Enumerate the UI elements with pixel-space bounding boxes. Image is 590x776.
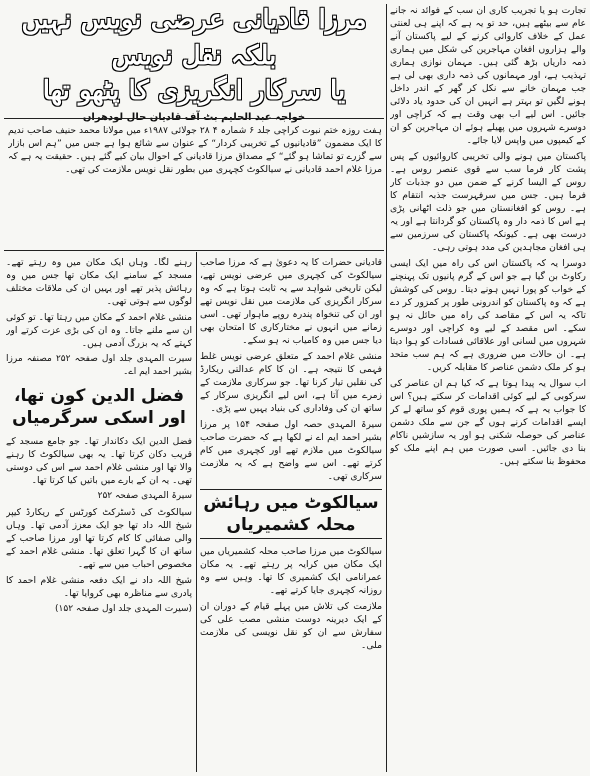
middle-column [200, 256, 382, 772]
left-paragraph: فضل الدین ایک دکاندار تھا۔ جو جامع مسجد کے قریب دکان کرتا تھا۔ یہ بھی سیالکوٹ کا رہنے والا تھا اور منشی غلام احمد سے اس کی دوستی تھی۔ یہ ان کے بارے میں باتیں کیا کرتا تھا۔ [6, 436, 192, 486]
subheading-sialkot: سیالکوٹ میں رہائش محلہ کشمیریاں [200, 489, 382, 539]
intro-block [8, 124, 382, 248]
right-paragraph: پاکستان میں ہونے والی تخریبی کاروائیوں کے پس پشت کار فرما سب سے قوی عنصر روس ہے۔ روس کے الیسا کرنے کے ضمن میں دو جذبات کار فرما ہیں۔ جس میں سرفہرست جذبہ انتقام کا ہے۔ روس کو افغانستان میں جو ذلت اٹھانی پڑی ہے اس کا ذمہ دار وہ پاکستان کو گردانتا ہے اور یہ درست بھی ہے۔ کیونکہ پاکستان کی سرزمین سے ہی افغان مجاہدین کی مدد ہوتی رہی۔ [390, 151, 586, 253]
middle-paragraph: سیالکوٹ میں مرزا صاحب محلہ کشمیریاں میں ایک مکان میں کرایہ پر رہتے تھے۔ یہ مکان عمرانامی ایک کشمیری کا تھا۔ وہیں سے وہ روزانہ کچہری جایا کرتے تھے۔ [200, 546, 382, 596]
left-citation: (سیرت المہدی جلد اول صفحہ ۱۵۲) [55, 604, 192, 614]
middle-footer: ملازمت کی تلاش میں پہلے قیام کے دوران ان کے ایک دیرینہ دوست منشی مصب علی کی سفارش سے ان کو نقل نویسی کی ملازمت ملی۔ [200, 601, 382, 651]
headline-line1: مرزا قادیانی عرضی نویس نہیں بلکہ نقل نویس [21, 5, 367, 71]
headline-block [4, 2, 384, 116]
subheading-fazal-din: فضل الدین کون تھا، اور اسکی سرگرمیاں [12, 386, 186, 428]
left-column [6, 256, 192, 772]
left-citation: سیرۃ المہدی صفحہ ۲۵۲ [97, 491, 192, 501]
right-column [390, 4, 586, 772]
middle-paragraph: سیرۃ المہدی حصہ اول صفحہ ۱۵۴ پر مرزا بشیر احمد ایم اے نے لکھا ہے کہ حضرت صاحب سیالکوٹ میں ملازم تھے اور کچہری میں کام کرتے تھے۔ اس سے واضح ہے کہ یہ ملازمت سرکاری تھی۔ [200, 419, 382, 482]
headline-rule [4, 118, 384, 119]
middle-paragraph: منشی غلام احمد کے متعلق عرضی نویس غلط فہمی کا نتیجہ ہے۔ ان کا کام عدالتی ریکارڈ کی نقلیں تیار کرنا تھا۔ جو سرکاری ملازمت کے زمرے میں آتا ہے، اس لیے انگریزی سرکار کے ساتھ ان کی وفاداری کی بنیاد یہیں سے پڑی۔ [200, 351, 382, 414]
headline-line2: یا سرکار انگریزی کا پٹھو تھا [42, 76, 346, 106]
left-paragraph: رہنے لگا۔ وہاں ایک مکان میں وہ رہتے تھے۔ مسجد کے سامنے ایک مکان تھا جس میں وہ رہائش پذیر تھے اور یہیں ان کی ملاقات مختلف لوگوں سے ہوتی تھی۔ [6, 257, 192, 307]
middle-paragraph: قادیانی حضرات کا یہ دعویٰ ہے کہ مرزا صاحب سیالکوٹ کی کچہری میں عرضی نویس تھے، لیکن تاریخی شواہد سے یہ ثابت ہوتا ہے کہ وہ سرکار انگریزی کی ملازمت میں نقل نویس تھے اور ان کی تنخواہ پندرہ روپے ماہوار تھی۔ اسی زمانے میں انہوں نے مختارکاری کا امتحان بھی دیا جس میں وہ کامیاب نہ ہو سکے۔ [200, 257, 382, 346]
column-divider [196, 252, 197, 772]
column-divider [386, 4, 387, 772]
intro-paragraph: ہفت روزہ ختم نبوت کراچی جلد ۶ شمارہ ۴ ۲۸ جولائی ۱۹۸۷ء میں مولانا محمد حنیف صاحب ندیم کا ایک مضمون ”قادیانیوں کے تخریبی کردار“ کے عنوان سے شائع ہوا ہے جس میں ”ہم اس بازار سے گزرے تو تماشا ہو گئے“ کے مصداق مرزا قادیانی کے احوال بیان کیے گئے ہیں۔ حقیقت یہ ہے کہ مرزا غلام احمد قادیانی نے سیالکوٹ کچہری میں بطور نقل نویس ملازمت کی تھی۔ [8, 125, 382, 175]
left-paragraph: منشی غلام احمد کے مکان میں رہتا تھا۔ تو کوئی ان سے ملنے جاتا۔ وہ ان کی بڑی عزت کرتے اور کہتے کہ یہ بزرگ آدمی ہیں۔ [6, 312, 192, 349]
right-paragraph: تجارت ہو یا تجریب کاری ان سب کے فوائد نہ جانے عام سے بیٹھے ہیں، حد تو یہ ہے کہ اپنے ہی لعنتی عمل کے خلاف کاروائی کرنے کے لیے پاکستان آنے والے ہزاروں افغان مہاجرین کی شکل میں ہماری ذمہ داریاں بڑھ گئی ہیں۔ مہمان نوازی ہماری تہذیب ہے، اور مہمانوں کی ذمہ داری بھی لی ہے جب مہمان خانے سے نکل کر گھر کے اندر داخل ہونے لگیں تو بہتر ہے انہیں ان کی حدود یاد دلائی جائیں۔ اس لیے اب بھی وقت ہے کہ کراچی اور دوسرے شہروں میں پھیلے ہوئے ان مہاجرین کو ان کے کیمپوں میں واپس لایا جائے۔ [390, 5, 586, 146]
left-paragraph: شیخ اللہ داد نے ایک دفعہ منشی غلام احمد کا پادری سے مناظرہ بھی کروایا تھا۔ [6, 575, 192, 599]
left-paragraph: سیالکوٹ کی ڈسٹرکٹ کورٹس کے ریکارڈ کیپر شیخ اللہ داد تھا جو ایک معزز آدمی تھا۔ وہاں والی صفائی کا کام کرتا تھا اور مرزا صاحب کے ساتھ ان کا گہرا تعلق تھا۔ منشی غلام احمد کے مخصوص احباب میں سے تھے۔ [6, 507, 192, 570]
right-paragraph: اب سوال یہ پیدا ہوتا ہے کہ کیا ہم ان عناصر کی سرکوبی کے لیے کوئی اقدامات کر سکتے ہیں؟ اس کا جواب یہ ہے کہ ہمیں پوری قوم کو ساتھ لے کر ایسے اقدامات کرنے ہوں گے جن سے ملک دشمن عناصر کی حوصلہ شکنی ہو اور یہ سازشیں ناکام بنا دی جائیں۔ اسی صورت میں ہم اپنے ملک کو محفوظ بنا سکتے ہیں۔ [390, 378, 586, 467]
right-paragraph: دوسرا یہ کہ پاکستان اس کی راہ میں ایک ایسی رکاوٹ بن گیا ہے جو اس کے گرم پانیوں تک پہنچنے کے خواب کو پورا نہیں ہونے دیتا۔ روس کی کوشش ہے کہ وہ پاکستان کو اندرونی طور پر کمزور کر دے تاکہ یہ اس کے مقاصد کی راہ میں حائل نہ ہو سکے۔ اس مقصد کے لیے وہ کراچی اور دوسرے شہروں میں لسانی اور علاقائی فسادات کو ہوا دیتا ہے۔ ان حالات میں ضروری ہے کہ ہم سب متحد ہو کر ملک دشمن عناصر کا مقابلہ کریں۔ [390, 258, 586, 373]
intro-rule [4, 250, 384, 251]
left-citation: سیرت المہدی جلد اول صفحہ ۲۵۲ مصنفہ مرزا بشیر احمد ایم اے۔ [6, 354, 192, 377]
